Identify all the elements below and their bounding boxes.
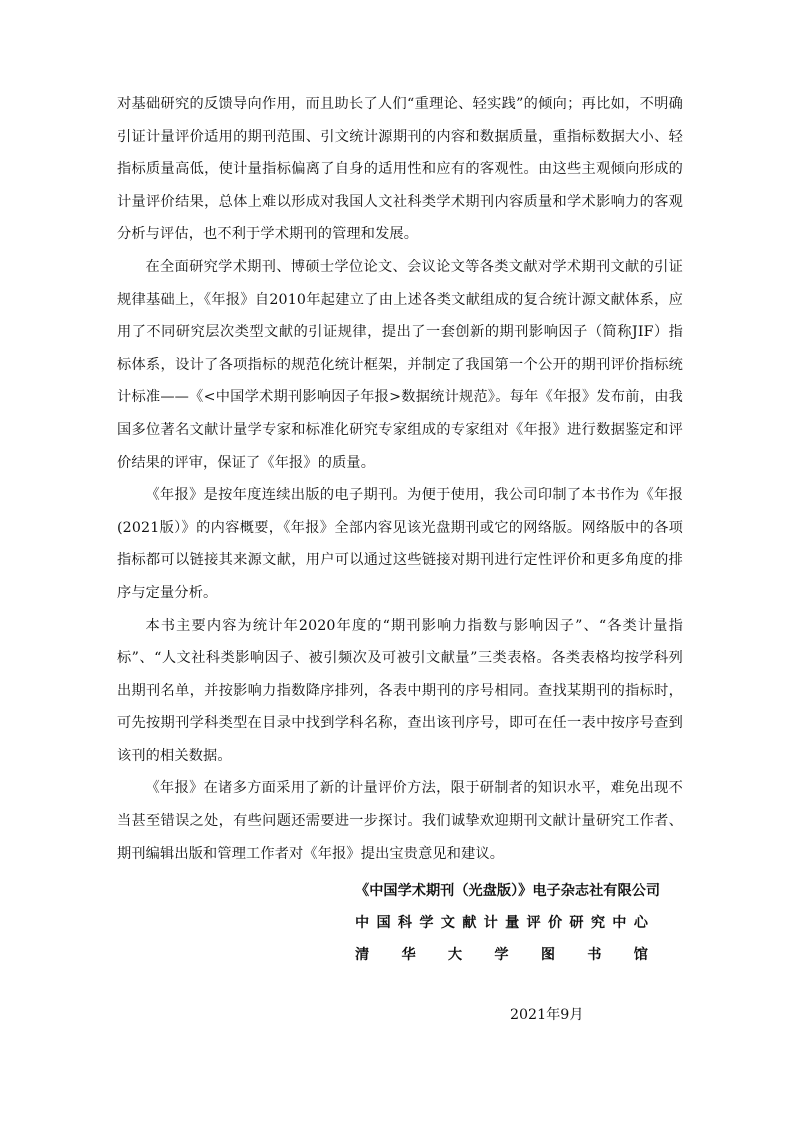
paragraph-2: 在全面研究学术期刊、博硕士学位论文、会议论文等各类文献对学术期刊文献的引证规律基础上，《年报》自2010年起建立了由上述各类文献组成的复合统计源文献体系，应用了不同研究层次类型文献的引证规律，提出了一套创新的期刊影响因子（简称JIF）指标体系，设计了各项指标的规范化统计框架，并制定了我国第一个公开的期刊评价指标统计标准——《<中国学术期刊影响因子年报>数据统计规范》。每年《年报》发布前，由我国多位著名文献计量学专家和标准化研究专家组成的专家组对《年报》进行数据鉴定和评价结果的评审，保证了《年报》的质量。	[117, 258, 683, 471]
signature-char: 中	[612, 915, 627, 931]
signature-char: 学	[419, 915, 434, 931]
signature-date: 2021年9月	[510, 1007, 584, 1023]
signature-char: 心	[633, 915, 648, 931]
signature-block	[355, 875, 661, 971]
signature-char: 中	[355, 915, 370, 931]
signature-char: 献	[462, 915, 477, 931]
signature-char: 科	[397, 915, 413, 931]
signature-library	[355, 939, 648, 971]
signature-center	[355, 907, 648, 939]
signature-char: 图	[540, 947, 556, 963]
paragraph-1: 对基础研究的反馈导向作用，而且助长了人们“重理论、轻实践”的倾向；再比如，不明确引证计量评价适用的期刊范围、引文统计源期刊的内容和数据质量，重指标数据大小、轻指标质量高低，使计量指标偏离了自身的适用性和应有的客观性。由这些主观倾向形成的计量评价结果，总体上难以形成对我国人文社科类学术期刊内容质量和学术影响力的客观分析与评估，也不利于学术期刊的管理和发展。	[117, 96, 683, 243]
signature-char: 究	[590, 915, 606, 931]
signature-char: 清	[355, 947, 370, 963]
paragraph-4: 本书主要内容为统计年2020年度的“期刊影响力指数与影响因子”、“各类计量指标”、“人文社科类影响因子、被引频次及可被引文献量”三类表格。各类表格均按学科列出期刊名单，并按影响力指数降序排列，各表中期刊的序号相同。查找某期刊的指标时，可先按期刊学科类型在目录中找到学科名称，查出该刊序号，即可在任一表中按序号查到该刊的相关数据。	[117, 617, 683, 764]
signature-char: 量	[505, 915, 520, 931]
signature-char: 书	[587, 947, 602, 963]
signature-char: 大	[447, 947, 463, 963]
signature-char: 学	[494, 947, 509, 963]
signature-char: 价	[547, 915, 563, 931]
paragraph-3: 《年报》是按年度连续出版的电子期刊。为便于使用，我公司印制了本书作为《年报(2021版）》的内容概要，《年报》全部内容见该光盘期刊或它的网络版。网络版中的各项指标都可以链接其来源文献，用户可以通过这些链接对期刊进行定性评价和更多角度的排序与定量分析。	[117, 487, 683, 601]
signature-publisher: 《中国学术期刊（光盘版）》电子杂志社有限公司	[355, 883, 661, 899]
signature-char: 文	[440, 915, 455, 931]
signature-char: 馆	[633, 947, 648, 963]
signature-char: 计	[483, 915, 498, 931]
signature-char: 国	[376, 915, 391, 931]
signature-char: 研	[569, 915, 584, 931]
signature-char: 评	[526, 915, 541, 931]
signature-char: 华	[401, 947, 416, 963]
paragraph-5: 《年报》在诸多方面采用了新的计量评价方法，限于研制者的知识水平，难免出现不当甚至错误之处，有些问题还需要进一步探讨。我们诚挚欢迎期刊文献计量研究工作者、期刊编辑出版和管理工作者对《年报》提出宝贵意见和建议。	[117, 780, 683, 862]
body-text	[117, 88, 683, 870]
